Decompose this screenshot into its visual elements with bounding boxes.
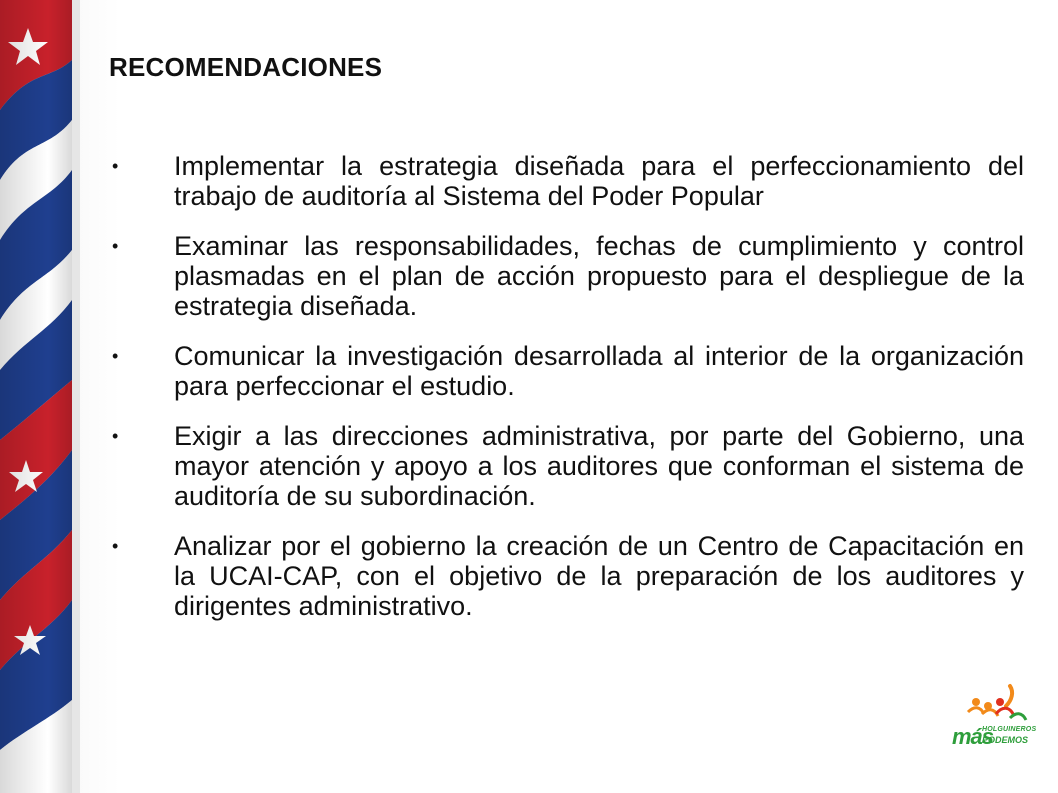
cuban-flag-image bbox=[0, 0, 80, 793]
list-item bbox=[109, 231, 1024, 321]
list-item-text: Examinar las responsabilidades, fechas de cumplimiento y control plasmadas en el plan de acción propuesto para el despliegue de la estrategia diseñada. bbox=[174, 231, 1024, 321]
logo-word-mas: más bbox=[952, 724, 994, 749]
list-item-text: Implementar la estrategia diseñada para el perfeccionamiento del trabajo de auditoría al Sistema del Poder Popular bbox=[174, 151, 1024, 211]
list-item-text: Comunicar la investigación desarrollada al interior de la organización para perfeccionar el estudio. bbox=[174, 341, 1024, 401]
list-item-text: Analizar por el gobierno la creación de un Centro de Capacitación en la UCAI-CAP, con el objetivo de la preparación de los auditores y dirigentes administrativo. bbox=[174, 531, 1024, 621]
logo-word-holguineros: HOLGUINEROS bbox=[982, 726, 1037, 733]
mas-holguineros-podemos-logo bbox=[948, 682, 1038, 758]
logo-word-podemos: PODEMOS bbox=[982, 735, 1029, 745]
list-item bbox=[109, 421, 1024, 511]
bullet-icon: • bbox=[112, 236, 119, 256]
bullet-icon: • bbox=[112, 156, 119, 176]
bullet-icon: • bbox=[112, 346, 119, 366]
list-item bbox=[109, 531, 1024, 621]
bullet-icon: • bbox=[112, 426, 119, 446]
list-item bbox=[109, 151, 1024, 211]
recommendations-list bbox=[109, 151, 1024, 641]
list-item-text: Exigir a las direcciones administrativa, por parte del Gobierno, una mayor atención y apoyo a los auditores que conforman el sistema de auditoría de su subordinación. bbox=[174, 421, 1024, 511]
bullet-icon: • bbox=[112, 536, 119, 556]
list-item bbox=[109, 341, 1024, 401]
slide-title: RECOMENDACIONES bbox=[109, 52, 383, 82]
